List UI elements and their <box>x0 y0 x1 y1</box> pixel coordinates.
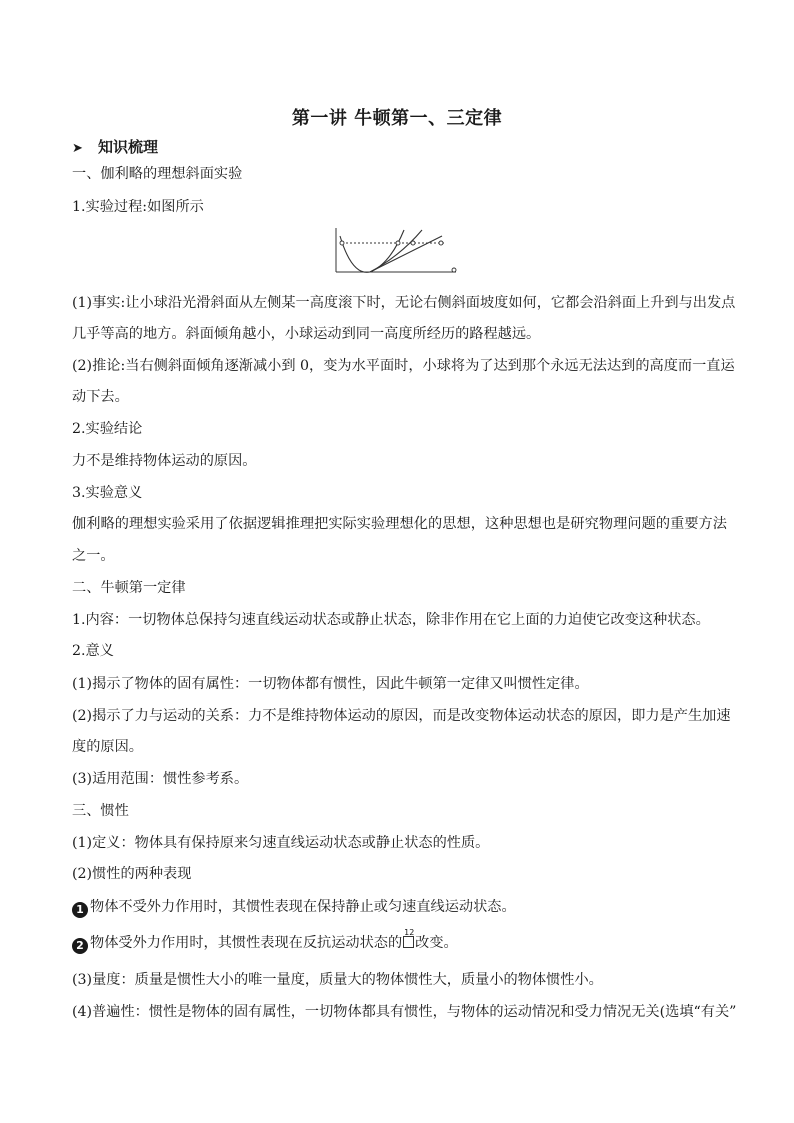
section-2-title: 二、牛顿第一定律 <box>72 580 186 596</box>
section-heading-text: 知识梳理 <box>98 138 159 156</box>
page-title: 第一讲 牛顿第一、三定律 <box>291 108 503 129</box>
section-heading <box>72 139 727 157</box>
first-law-meaning-heading: 2.意义 <box>72 643 114 659</box>
figure-left-curve <box>340 236 370 272</box>
experiment-conclusion-text: 力不是维持物体运动的原因。 <box>72 453 257 469</box>
experiment-significance-line-1: 伽利略的理想实验采用了依据逻辑推理把实际实验理想化的思想，这种思想也是研究物理问题的重要方法 <box>72 516 727 532</box>
figure-shallow-curve <box>370 236 442 272</box>
manifestation-item-1 <box>72 899 727 918</box>
circled-number-2-icon: 2 <box>72 938 88 954</box>
inertia-measure: (3)量度：质量是惯性大小的唯一量度，质量大的物体惯性大，质量小的物体惯性小。 <box>72 972 603 988</box>
figure-ball-steep <box>396 241 400 245</box>
inertia-definition: (1)定义：物体具有保持原来匀速直线运动状态或静止状态的性质。 <box>72 835 490 851</box>
fact-line-2: 几乎等高的地方。斜面倾角越小，小球运动到同一高度所经历的路程越远。 <box>72 326 541 342</box>
meaning-item-2-line-2: 度的原因。 <box>72 739 143 755</box>
figure-ball-medium <box>411 241 415 245</box>
manifestation-item-2-text: 物体受外力作用时，其惯性表现在反抗运动状态的 <box>90 935 403 951</box>
fill-in-blank-box[interactable] <box>403 928 415 948</box>
first-law-content: 1.内容：一切物体总保持匀速直线运动状态或静止状态，除非作用在它上面的力迫使它改变这种状态。 <box>72 612 710 628</box>
experiment-significance-line-2: 之一。 <box>72 548 115 564</box>
arrow-bullet-icon: ➤ <box>72 141 83 156</box>
figure-steep-curve <box>370 230 404 272</box>
figure-ball-horizontal <box>452 268 456 272</box>
figure-medium-curve <box>370 230 422 272</box>
manifestation-item-2-tail: 改变。 <box>415 935 458 951</box>
circled-number-1-icon: 1 <box>72 902 88 918</box>
experiment-conclusion-heading: 2.实验结论 <box>72 421 143 437</box>
meaning-item-3: (3)适用范围：惯性参考系。 <box>72 771 249 787</box>
inference-line-2: 动下去。 <box>72 389 129 405</box>
meaning-item-2-line-1: (2)揭示了力与运动的关系：力不是维持物体运动的原因，而是改变物体运动状态的原因，即力是产生加速 <box>72 708 731 724</box>
blank-number: 12 <box>404 928 415 937</box>
experiment-process: 1.实验过程:如图所示 <box>72 199 204 215</box>
manifestation-item-2 <box>72 928 727 954</box>
inference-line-1: (2)推论:当右侧斜面倾角逐渐减小到 0，变为水平面时，小球将为了达到那个永远无法达到的高度而一直运 <box>72 358 735 374</box>
figure-ball-shallow <box>439 241 443 245</box>
experiment-significance-heading: 3.实验意义 <box>72 485 143 501</box>
inclined-plane-figure <box>334 228 460 276</box>
meaning-item-1: (1)揭示了物体的固有属性：一切物体都有惯性，因此牛顿第一定律又叫惯性定律。 <box>72 676 589 692</box>
manifestation-item-1-text: 物体不受外力作用时，其惯性表现在保持静止或匀速直线运动状态。 <box>90 899 516 915</box>
inertia-universality: (4)普遍性：惯性是物体的固有属性，一切物体都具有惯性，与物体的运动情况和受力情况无关(选填“有关” <box>72 1004 737 1020</box>
section-3-title: 三、惯性 <box>72 803 129 819</box>
figure-ball-start <box>340 241 344 245</box>
section-1-title: 一、伽利略的理想斜面实验 <box>72 166 243 182</box>
inertia-manifestations-heading: (2)惯性的两种表现 <box>72 866 192 882</box>
fact-line-1: (1)事实:让小球沿光滑斜面从左侧某一高度滚下时，无论右侧斜面坡度如何，它都会沿斜面上升到与出发点 <box>72 295 736 311</box>
